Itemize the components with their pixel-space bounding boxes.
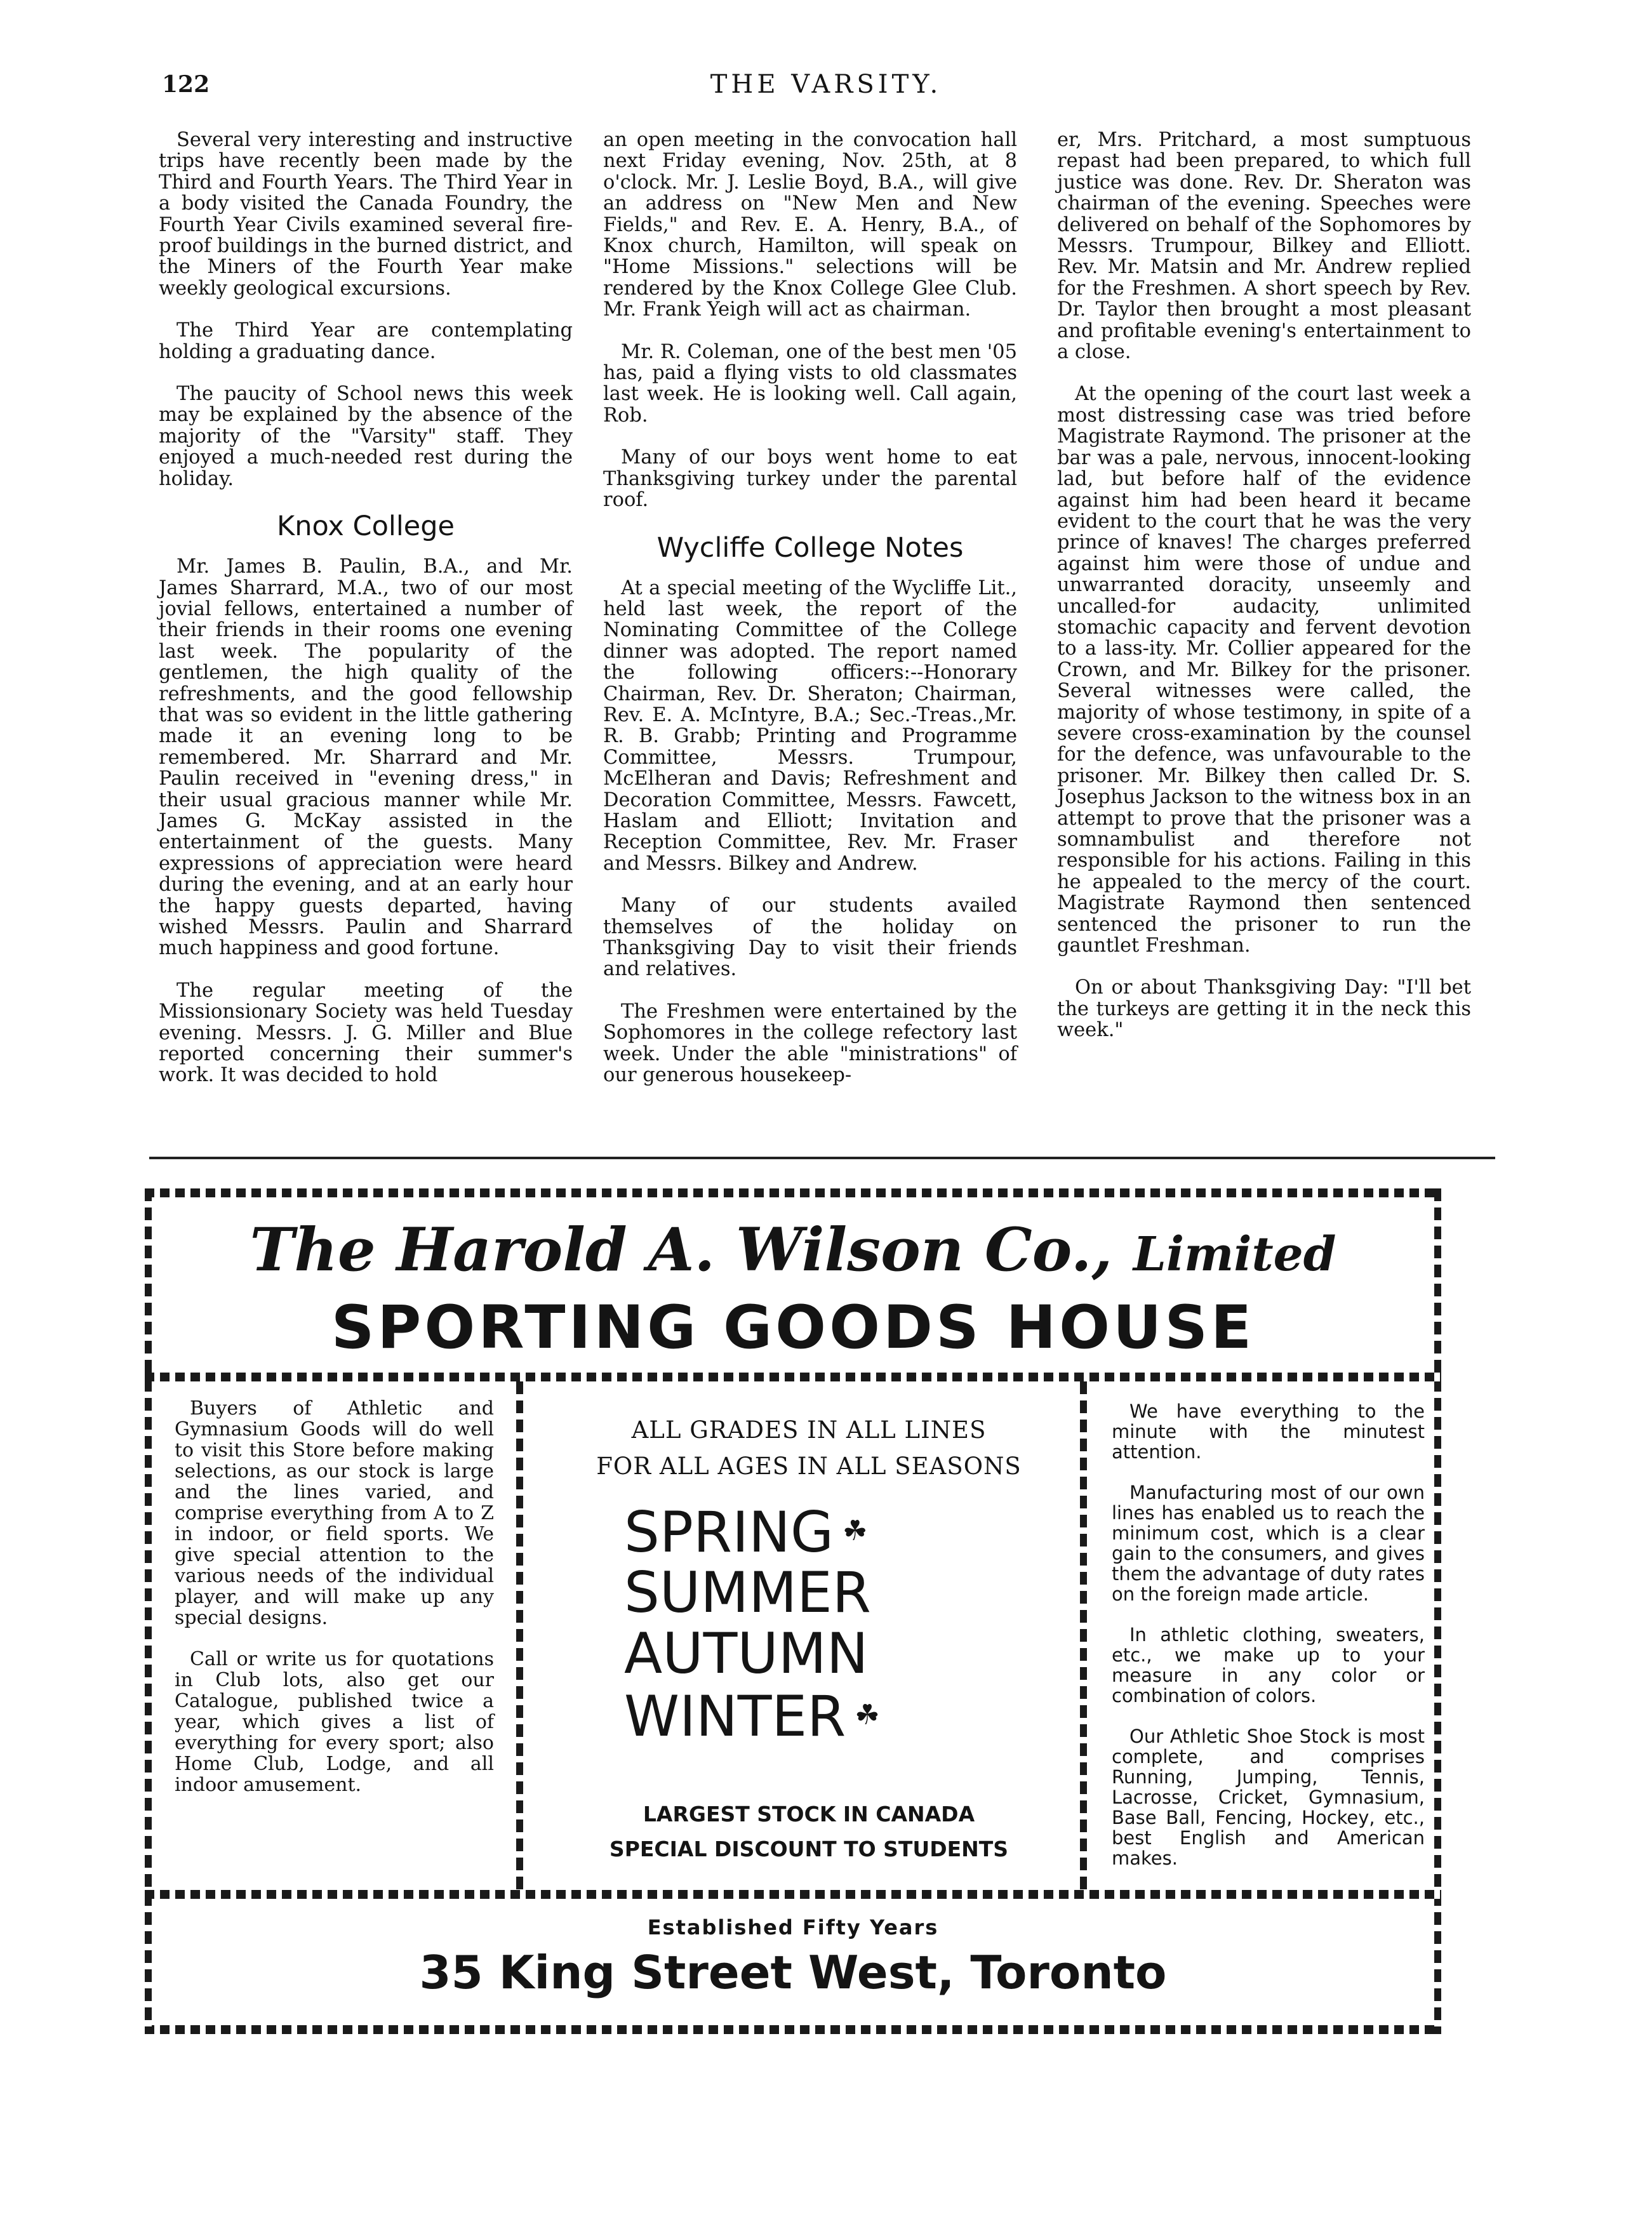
season-autumn: AUTUMN [624, 1621, 869, 1686]
paragraph: Mr. R. Coleman, one of the best men '05 has, paid a flying vists to old classmates last week. He is looking well. Call again, Rob. [603, 340, 1017, 427]
student-discount: SPECIAL DISCOUNT TO STUDENTS [609, 1837, 1009, 1861]
ad-right-text [1112, 1401, 1425, 1889]
paragraph: Mr. James B. Paulin, B.A., and Mr. James Sharrard, M.A., two of our most jovial fellows, entertained a number of their friends in their rooms one evening last week. The popularity of the gentlemen, the high quality of the refreshments, and the good fellowship that was so evident in the little gathering made it an evening long to be remembered. Mr. Sharrard and Mr. Paulin received in "evening dress," in their usual gracious manner while Mr. James G. McKay assisted in the entertainment of the guests. Many expressions of appreciation were heard during the evening, and at an early hour the happy guests departed, having wished Messrs. Paulin and Sharrard much happiness and good fortune. [159, 555, 573, 960]
season-label: SPRING [624, 1500, 834, 1565]
ornamental-border-bottom [145, 2025, 1441, 2034]
ad-company-name [145, 1215, 1441, 1289]
paragraph: Many of our boys went home to eat Thanksgiving turkey under the parental roof. [603, 446, 1017, 512]
article-column-3 [1057, 130, 1471, 1062]
paragraph: an open meeting in the convocation hall next Friday evening, Nov. 25th, at 8 o'clock. Mr. J. Leslie Boyd, B.A., will give an address on "New Men and New Fields," and Rev. E. A. Henry, B.A., of Knox church, Hamilton, will speak on "Home Missions." selections will be rendered by the Knox College Glee Club. Mr. Frank Yeigh will act as chairman. [603, 129, 1017, 321]
paragraph: The regular meeting of the Missionsionary Society was held Tuesday evening. Messrs. J. G. Miller and Blue reported concerning their summer's work. It was decided to hold [159, 979, 573, 1087]
paragraph: Manufacturing most of our own lines has enabled us to reach the minimum cost, which is a clear gain to the consumers, and gives them the advantage of duty rates on the foreign made article. [1112, 1482, 1425, 1605]
paragraph: The Third Year are contemplating holding a graduating dance. [159, 319, 573, 363]
company-suffix: Limited [1133, 1227, 1336, 1282]
ad-left-text [175, 1398, 494, 1816]
clover-ornament-icon: ☘ [843, 1515, 868, 1547]
article-column-1 [159, 130, 573, 1107]
grades-line-1: ALL GRADES IN ALL LINES [631, 1416, 987, 1444]
article-column-2 [603, 130, 1017, 1107]
clover-ornament-icon: ☘ [855, 1699, 880, 1731]
ad-address: 35 King Street West, Toronto [419, 1946, 1167, 1999]
section-heading-wycliffe-college-notes: Wycliffe College Notes [656, 531, 964, 564]
ornamental-divider-upper [145, 1373, 1441, 1381]
paragraph: Several very interesting and instructive trips have recently been made by the Third and Fourth Years. The Third Year in a body visited the Canada Foundry, the Fourth Year Civils examined several fire-proof buildings in the burned district, and the Miners of the Fourth Year make weekly geological excursions. [159, 129, 573, 300]
running-head: THE VARSITY. [710, 70, 942, 99]
paragraph: Call or write us for quotations in Club lots, also get our Catalogue, published twice a year, which gives a list of everything for every sport; also Home Club, Lodge, and all indoor amusement. [175, 1648, 494, 1796]
season-spring [624, 1500, 868, 1564]
paragraph: On or about Thanksgiving Day: "I'll bet the turkeys are getting it in the neck this week." [1057, 976, 1471, 1042]
ad-tagline: SPORTING GOODS HOUSE [331, 1293, 1255, 1362]
paragraph: The paucity of School news this week may be explained by the absence of the majority of the "Varsity" staff. They enjoyed a much-needed rest during the holiday. [159, 383, 573, 490]
season-label: WINTER [624, 1684, 846, 1749]
company-name: The Harold A. Wilson Co., [250, 1215, 1113, 1285]
ornamental-divider-left [516, 1381, 523, 1890]
page-number: 122 [162, 71, 210, 98]
paragraph: er, Mrs. Pritchard, a most sumptuous repast had been prepared, to which full justice was done. Rev. Dr. Sheraton was chairman of the evening. Speeches were delivered on behalf of the Sophomores by Messrs. Trumpour, Bilkey and Elliott. Rev. Mr. Matsin and Mr. Andrew replied for the Freshmen. A short speech by Rev. Dr. Taylor then brought a most pleasant and profitable evening's entertainment to a close. [1057, 129, 1471, 364]
paragraph: At the opening of the court last week a most distressing case was tried before Magistrate Raymond. The prisoner at the bar was a pale, nervous, innocent-looking lad, but before half of the evidence against him had been heard it became evident to the court that he was the very prince of knaves! The charges preferred against him were those of undue and unwarranted doracity, unseemly and uncalled-for audacity, unlimited stomachic capacity and fervent devotion to a lass-ity. Mr. Collier appeared for the Crown, and Mr. Bilkey for the prisoner. Several witnesses were called, the majority of whose testimony, in spite of a severe cross-examination by the counsel for the defence, was unfavourable to the prisoner. Mr. Bilkey then called Dr. S. Josephus Jackson to the witness box in an attempt to prove that the prisoner was a somnambulist and therefore not responsible for his actions. Failing in this he appealed to the mercy of the court. Magistrate Raymond then sentenced sentenced the prisoner to run the gauntlet Freshman. [1057, 383, 1471, 957]
paragraph: The Freshmen were entertained by the Sophomores in the college refectory last week. Under the able "ministrations" of our generous housekeep- [603, 1000, 1017, 1087]
season-summer: SUMMER [624, 1560, 871, 1625]
horizontal-rule [149, 1157, 1495, 1159]
paragraph: Our Athletic Shoe Stock is most complete, and comprises Running, Jumping, Tennis, Lacrosse, Cricket, Gymnasium, Base Ball, Fencing, Hockey, etc., best English and American makes. [1112, 1726, 1425, 1869]
ornamental-divider-right [1080, 1381, 1087, 1890]
paragraph: At a special meeting of the Wycliffe Lit., held last week, the report of the Nominating Committee of the College dinner was adopted. The report named the following officers:--Honorary Chairman, Rev. Dr. Sheraton; Chairman, Rev. E. A. McIntyre, B.A.; Sec.-Treas.,Mr. R. B. Grabb; Printing and Programme Committee, Messrs. Trumpour, McElheran and Davis; Refreshment and Decoration Committee, Messrs. Fawcett, Haslam and Elliott; Invitation and Reception Committee, Rev. Mr. Fraser and Messrs. Bilkey and Andrew. [603, 576, 1017, 875]
season-winter [624, 1684, 880, 1748]
ad-grades [545, 1412, 1073, 1484]
grades-line-2: FOR ALL AGES IN ALL SEASONS [596, 1453, 1022, 1480]
paragraph: In athletic clothing, sweaters, etc., we make up to your measure in any color or combination of colors. [1112, 1624, 1425, 1706]
paragraph: Buyers of Athletic and Gymnasium Goods will do well to visit this Store before making selections, as our stock is large and the lines varied, and comprise everything from A to Z in indoor, or field sports. We give special attention to the various needs of the individual player, and will make up any special designs. [175, 1397, 494, 1629]
ad-established: Established Fifty Years [647, 1915, 939, 1939]
paragraph: Many of our students availed themselves of the holiday on Thanksgiving Day to visit their friends and relatives. [603, 895, 1017, 981]
advertisement [145, 1188, 1441, 2034]
ad-stock-note [545, 1797, 1073, 1866]
paragraph: We have everything to the minute with the minutest attention. [1112, 1400, 1425, 1463]
largest-stock: LARGEST STOCK IN CANADA [643, 1802, 975, 1826]
ornamental-divider-lower [145, 1890, 1441, 1899]
section-heading-knox-college: Knox College [277, 510, 455, 543]
ornamental-border-top [145, 1188, 1441, 1197]
